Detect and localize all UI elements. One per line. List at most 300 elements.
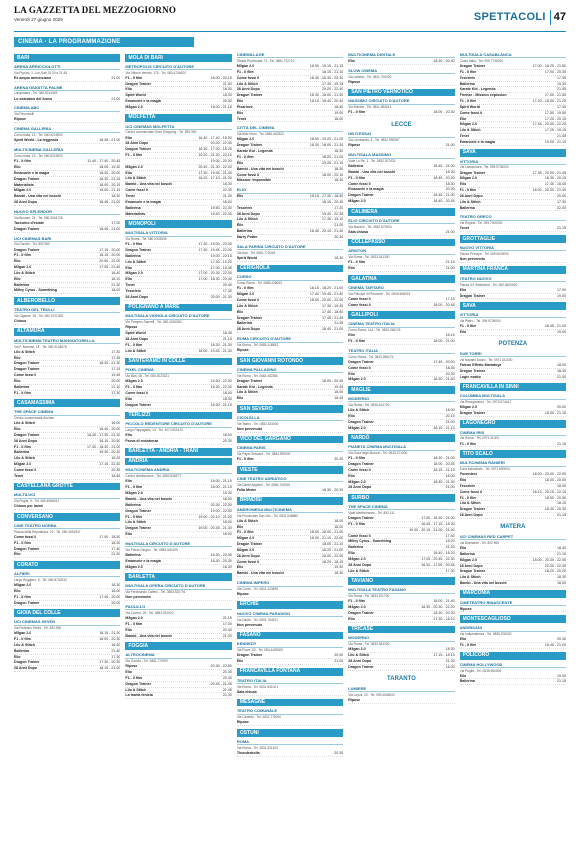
cinema-block [348,348,454,383]
cinema-address: Via Pupino, 1. Lun-Sab 20.00 e 21.45 [14,70,68,75]
film-row [460,294,566,300]
film-showtimes: 20.45 [111,467,121,472]
cinema-block [348,396,454,431]
film-title: Materialists [14,182,34,187]
cinema-address: Via Piave, 20 - Tel. 080.4425063 [236,648,283,653]
city-heading: NARDÒ [348,434,454,442]
cinema-block [348,218,454,236]
film-title: Dragon Trainer [14,226,40,231]
film-title: Tesoriele [236,205,253,210]
film-showtimes: 21.00 [222,81,232,86]
cinema-name: PICCOLO REDENTORE CIRCUITO D'AUTORE [125,421,231,427]
film-title: Ballerina [236,321,252,326]
film-row [14,666,120,672]
film-row [237,178,343,184]
film-showtimes: 21.15 [445,260,455,265]
film-title: M3gan 2.0 [14,462,32,467]
film-showtimes: 18.00 - 20.15 [210,75,232,80]
film-showtimes: 17.30 - 19.45 - 22.00 [198,247,232,252]
film-showtimes: 18.00 - 20.30 - 21.45 [532,188,567,193]
film-showtimes: 21.20 [334,223,344,228]
film-title: Non pervenuto [459,257,485,262]
film-showtimes: 18.00 [222,199,232,204]
film-title: M3gan 2.0 [236,547,255,552]
film-showtimes: 18.45 - 20.15 - 21.40 [309,229,344,234]
city-heading: SAN GIOVANNI ROTONDO [237,357,343,365]
film-showtimes: 18.30 [445,181,455,186]
film-title: Ballerina [236,229,252,234]
city-heading: MAGLIE [348,386,454,394]
cinema-address: Via Pavoncelli [14,112,34,117]
film-showtimes: 18.30 [111,194,121,199]
film-title: Come fossi lì [14,373,37,378]
film-showtimes: 17.15 - 18.15 [433,653,455,658]
cinema-block [348,321,454,345]
film-title: F1 - Il film [459,188,477,193]
film-showtimes: 18.00 [334,116,344,121]
city-heading: VICO DEL GARGANO [237,436,343,444]
film-showtimes: 21.00 [445,419,455,424]
film-showtimes: 17.15 - 22.30 [99,462,121,467]
film-title: F1 - Il film [125,621,143,626]
listing-column [348,52,454,837]
cinema-address: Via Gandhi - Tel. 892.960 [14,242,50,247]
film-showtimes: 18.30 [334,255,344,260]
film-showtimes: 19.30 - 22.00 [210,379,232,384]
film-showtimes: 18.00 - 20.45 [433,302,455,307]
cinema-block [348,635,454,670]
film-row [14,200,120,206]
film-showtimes: 18.30 [334,178,344,183]
film-title: 28 Anni Dopo [459,193,483,198]
film-showtimes: 18.30 [111,540,121,545]
city-heading: SANTERAMO IN COLLE [125,358,231,366]
film-showtimes: 20.00 [334,653,344,658]
film-showtimes: 16.40 - 20.00 [99,427,121,431]
film-title: Elio [459,637,467,642]
cinema-name: UCI CINEMAS SEVEN [14,619,120,625]
film-showtimes: 21.15 [222,337,232,341]
cinema-block [348,444,454,491]
film-title: Dragon Trainer [348,515,374,520]
cinema-block [237,367,343,402]
cinema-name: ELIO [237,187,343,193]
cinema-address: Viale Mediterraneo - Tel. 892.111 [348,510,395,515]
film-showtimes: 17.45 - 20.00 [433,359,455,364]
city-heading: GALATINA [348,275,454,283]
city-heading: MOLA DI BARI [125,54,231,62]
cinema-block [125,467,231,537]
film-row [460,226,566,232]
film-title: F1 - Il film [125,153,143,158]
film-showtimes: 17.30 - 19.00 - 20.00 [198,242,232,247]
film-showtimes: 21.30 [445,658,455,663]
film-showtimes: 18.00 [222,390,232,395]
film-showtimes: 17.05 - 20.45 - 22.30 [421,556,455,561]
film-showtimes: 18.30 - 21.30 [210,342,232,347]
film-title: Elio [236,99,244,104]
film-showtimes: 18.00 - 20.00 [544,478,567,483]
film-title: F1 - Il film [125,675,143,680]
film-showtimes: 20.00 [111,378,121,383]
newspaper-title: LA GAZZETTA DEL MEZZOGIORNO [14,5,177,15]
film-row [348,665,454,671]
film-showtimes: 17.30 - 19.15 [322,81,344,86]
film-title: Come fossi lì [348,533,371,538]
film-title: M3gan 2.0 [348,425,366,430]
film-title: Ripose [348,697,361,702]
film-title: Elio [125,669,132,674]
film-row [14,97,120,103]
film-row [125,693,231,699]
film-showtimes: 19.00 - 21.10 [544,139,567,144]
listing-column [237,52,343,837]
film-showtimes: 18.15 [445,333,455,338]
film-title: Lilo & Stitch [459,575,481,580]
city-heading: ALTAMURA [14,328,120,336]
cinema-block [237,507,343,577]
film-showtimes: 18.30 [445,647,455,652]
film-title: Lilo & Stitch [236,303,258,308]
film-showtimes: 18.15 - 20.50 [99,438,121,443]
city-heading: MONOPOLI [125,220,231,228]
film-title: 28 Anni Dopo [348,562,372,567]
city-heading: BARLETTA [125,573,231,581]
film-row [14,601,120,607]
film-showtimes: 19.30 [334,565,344,570]
cinema-name: ROMA CIRCUITO D'AUTORE [237,336,343,342]
film-row [125,295,231,301]
film-title: M3gan 2.0 [348,605,366,610]
cinema-address: Lungomare - Tel. 080.5214363 [14,91,58,96]
film-showtimes: 18.30 [334,571,344,576]
film-showtimes: 18.00 - 21.10 - 22.00 [309,536,344,541]
city-heading: SAN PIETRO VERNOTICO [348,89,454,97]
film-title: Dragon Trainer [14,247,40,252]
film-title: Thunderbolts [236,750,260,755]
film-showtimes: 18.30 - 21.15 [210,402,232,407]
film-row [14,474,120,480]
film-row [237,690,343,696]
film-title: Elio [236,524,244,529]
cinema-address: Via Roma - Tel. 0882.452360 [236,373,278,378]
film-title: F1 - Il film [125,485,143,490]
film-showtimes: 21.00 [445,229,455,234]
cinema-block [460,393,566,417]
cinema-name: MULTISALA CIRCUITO D'AUTORE [125,541,231,547]
city-heading: MARTINA FRANCA [460,266,566,274]
cinema-block [460,460,566,519]
film-row [14,288,120,294]
film-title: F1 - Il film [14,390,31,395]
cinema-name: ARISTON [348,248,454,254]
cinema-block [14,85,120,103]
cinema-block [460,600,566,613]
film-title: Falcon Effetto Mariatoya [459,362,502,367]
film-showtimes: 17.20 - 20.15 [544,116,567,121]
film-showtimes: 17.25 - 19.15 [544,128,567,133]
film-showtimes: 17.30 - 19.10 [322,217,344,222]
film-showtimes: 18.15 - 18.20 - 21.00 [309,286,344,291]
film-showtimes: 19.30 - 20.30 [99,450,121,455]
film-title: Ballerina [459,205,475,210]
cinema-address: Zona Industriale - Tel. 0971.650000 [459,467,510,472]
film-showtimes: 18.00 [445,473,455,478]
film-title: Elio [14,588,21,593]
cinema-address: Via Roma - Tel. 0833.544200 [348,642,390,647]
film-title: Lilo & Stitch [14,642,35,647]
masthead [14,6,566,32]
city-heading: VIESTE [237,466,343,474]
film-showtimes: 18.15 - 21.10 [322,69,344,74]
film-showtimes: 16.20 - 17.10 - 21.00 [198,176,232,181]
cinema-block [348,504,454,574]
cinema-block [125,583,231,601]
film-showtimes: 18.15 - 18.40 - 20.40 [309,99,344,104]
film-showtimes: 18.45 - 21.00 [99,138,121,143]
film-showtimes: 18.45 [111,473,121,478]
film-showtimes: 16.40 - 18.20 [433,551,455,556]
film-title: Non pervenuto [236,426,263,431]
cinema-name: ANDROMEDA MULTICINEMA [237,507,343,513]
film-title: Come fossi lì [348,296,371,301]
film-title: F1 - Il film [236,69,254,74]
film-row [460,411,566,417]
film-showtimes: 18.00 [111,288,121,293]
film-showtimes: 17.40 [111,546,121,551]
film-showtimes: 18.00 [557,362,567,367]
film-showtimes: 17.00 - 20.30 [544,69,567,74]
cinema-block [14,236,120,295]
film-row [348,426,454,432]
city-heading: ERCHIE [237,601,343,609]
film-title: Ballerina [14,648,30,653]
film-showtimes: 18.00 - 20.00 - 22.00 [309,298,344,303]
film-showtimes: 19.30 - 20.15 - 21.00 - 21.40 [409,527,455,532]
film-showtimes: 18.05 - 19.30 [99,164,121,169]
film-title: 28 Anni Dopo [125,294,149,299]
film-showtimes: 17.30 [445,568,455,573]
film-row [348,698,454,704]
city-heading: SURBO [348,494,454,502]
cinema-block [14,338,120,397]
film-showtimes: 18.45 - 20.30 [433,175,455,180]
film-showtimes: 20.20 - 22.40 [322,87,344,92]
film-showtimes: 21.30 [111,552,121,557]
cinema-block [460,625,566,649]
film-showtimes: 18.00 - 21.15 [210,479,232,484]
film-title: 28 Anni Dopo [236,553,260,558]
film-title: F1 - Il film [125,342,143,347]
film-title: M3gan 2.0 [459,122,478,127]
film-row [125,634,231,640]
city-heading: CASTELLANA GROTTE [14,483,120,491]
city-heading: GROTTAGLIE [460,235,566,243]
film-title: 28 Anni Dopo [459,513,483,518]
film-showtimes: 18.00 - 20.30 [433,110,455,115]
cinema-name: ALFIERI [14,571,120,577]
film-title: Dragon Trainer [236,542,263,547]
film-title: M3gan 2.0 [459,176,478,181]
cinema-address: Via F. Manzari, 14 - Tel. 080.3148475 [14,344,67,349]
cinema-address: Viale Lo Re, 1 - Tel. 0832.307433 [348,159,396,163]
cinema-address: Via Latiano - Tel. 0831.700000 [348,74,392,79]
film-title: Elio [459,478,467,483]
film-title: Fella Meme [236,488,257,493]
film-title: M3gan 2.0 [125,491,143,496]
film-title: Elio [459,673,467,678]
cinema-block [460,534,566,587]
film-title: F1 - Il film [125,242,143,247]
city-heading: CASAMASSIMA [14,399,120,407]
cinema-name: MULTICINEMA ANDRIA [125,467,231,473]
film-showtimes: 18.45 - 21.00 [433,193,455,198]
film-title: Logic esatto [459,374,481,379]
film-title: Bambi - Una vita nei boschi [125,633,173,638]
film-title: M3gan 2.0 [125,564,143,569]
film-title: F1 - Il film [459,643,477,648]
issue-date: Venerdì 27 giugno 2025 [14,16,63,22]
city-heading: TERLIZZI [125,412,231,420]
film-showtimes: 22.30 [222,188,232,193]
cinema-name: MULTICINEMA DIGITALE [348,52,454,58]
cinema-block [125,652,231,699]
film-showtimes: 17.00 - 18.30 - 20.40 [198,277,232,282]
film-row [460,257,566,263]
film-showtimes: 20.30 - 22.50 [210,664,232,669]
film-showtimes: 16.40 [111,270,121,275]
cinema-name: MODERNO [348,396,454,402]
film-showtimes: 18.15 - 17.30 - 18.40 [309,194,344,199]
film-title: Ballerina [348,545,364,550]
film-showtimes: 20.30 [445,187,455,192]
city-heading: MESAGNE [237,699,343,707]
film-showtimes: 18.00 - 22.00 [322,553,344,558]
film-title: Dragon Trainer [236,378,263,383]
cinema-address: Via Regina - Tel. 099.7000000 [459,221,503,226]
film-title: Ballerina [459,81,475,86]
film-showtimes: 18.00 - 21.15 [544,411,567,415]
film-showtimes: 17.30 - 19.45 [322,303,344,308]
cinema-block [348,285,454,309]
film-showtimes: 19.00 - 20.10 - 21.00 [198,514,232,519]
film-title: Karate Kid - Legends [459,87,496,92]
film-showtimes: 22.30 [222,693,232,698]
film-title: Ballerina [125,253,141,258]
page-number: 47 [550,10,566,25]
film-title: F1 - Il film [14,444,31,449]
film-title: Elio [348,413,355,418]
cinema-name: PIXEL CINEMA [125,367,231,373]
film-title: Dragon Trainer [459,507,486,512]
film-showtimes: 17.45 - 20.00 - 21.45 [532,170,567,175]
film-title: Bambi - Una vita nei boschi [348,169,396,174]
cinema-block [237,611,343,629]
cinema-name: CORSO [237,274,343,280]
film-showtimes: 22.00 [557,205,567,210]
cinema-address: Strada Provinciale 73 - Tel. 0881.722710 [236,58,295,63]
film-title: Come fossi lì [14,467,37,472]
film-title: Dragon Trainer [348,193,374,198]
film-showtimes: 17.30 [111,654,121,659]
cinema-block [237,274,343,333]
film-title: Dragon Trainer [14,432,40,437]
city-heading: POTENZA [498,341,528,348]
cinema-name: DB D'ESSAI [348,131,454,137]
film-showtimes: 20.45 - 21.45 [210,681,232,686]
film-title: Bambi - Una vita nei boschi [236,166,284,171]
film-showtimes: 19.00 [334,110,344,115]
film-showtimes: 18.30 [445,664,455,669]
film-title: F1 - Il film [236,286,254,291]
film-title: 28 Anni Dopo [125,141,149,146]
film-title: Dragon Trainer [14,361,40,366]
film-title: Lilo & Stitch [459,501,481,506]
film-showtimes: 18.15 - 21.15 [433,425,455,430]
cinema-block [237,415,343,433]
film-title: Dragon Trainer [125,81,151,86]
cinema-address: Via Lupoli, 33 - Tel. 099.4536000 [348,692,395,697]
film-title: Elio [14,654,21,659]
film-showtimes: 18.15 [557,501,567,506]
cinema-address: Via Duca degli Abruzzi - Tel. 0833.571300 [348,451,408,456]
cinema-name: MASSIMO CIRCUITO D'AUTORE [348,98,454,104]
film-title: Tesoriele [459,483,476,488]
cinema-block [348,68,454,86]
film-showtimes: 18.00 - 20.45 [433,462,455,467]
film-showtimes: 21.15 [557,441,567,446]
cinema-address: Via Arpi - Tel. 0881.770048 [236,250,275,255]
cinema-address: Piazza Principe - Tel. 099.5630000 [459,251,509,256]
film-showtimes: 17.15 [445,296,455,301]
film-title: Elio [125,627,132,632]
film-showtimes: 18.30 [111,583,121,588]
film-showtimes: 21.45 [222,687,232,692]
film-title: Ballerina [459,679,475,684]
film-title: Emanuele e la magia [125,558,161,563]
film-showtimes: 17.00 - 18.50 [99,534,121,539]
film-row [14,117,120,123]
film-title: M3gan 2.0 [14,631,32,636]
film-showtimes: 18.50 - 19.20 - 21.20 [309,137,344,142]
cinema-name: MODERNO [348,635,454,641]
film-title: Chiuso per lavori [14,504,44,509]
film-showtimes: 17.30 - 18.10 [433,616,455,621]
film-showtimes: 18.30 - 20.30 [433,610,455,615]
film-showtimes: 18.30 [222,396,232,401]
film-showtimes: 20.30 [334,457,344,462]
film-showtimes: 17.20 - 18.00 - 21.20 [532,99,567,104]
film-title: Pixarlove [236,104,253,109]
cinema-block [14,307,120,325]
section-banner: CINEMA - LA PROGRAMMAZIONE [14,37,194,47]
film-showtimes: 21.00 [222,633,232,638]
film-row [460,513,566,519]
film-title: Bambi - Una vita nei boschi [236,571,284,576]
cinema-address: Corso Italia - Tel. 099.7730000 [459,58,503,63]
film-showtimes: 18.45 [445,365,455,370]
cinema-block [237,739,343,757]
film-title: Elio [125,433,132,438]
cinema-address: Piazza XX Settembre - Tel. 080.4800000 [459,282,518,287]
film-showtimes: 18.20 - 21.00 [322,154,344,159]
film-title: Lilo & Stitch [125,259,147,264]
cinema-name: ALTROCINEMA [125,652,231,658]
film-showtimes: 17.45 - 21.45 [322,315,344,320]
cinema-address: Via Nazario Sauro - Tel. 0971.411000 [459,357,513,362]
film-title: F1 - Il film [459,324,477,329]
cinema-name: TEATRO NUOVO [460,276,566,282]
